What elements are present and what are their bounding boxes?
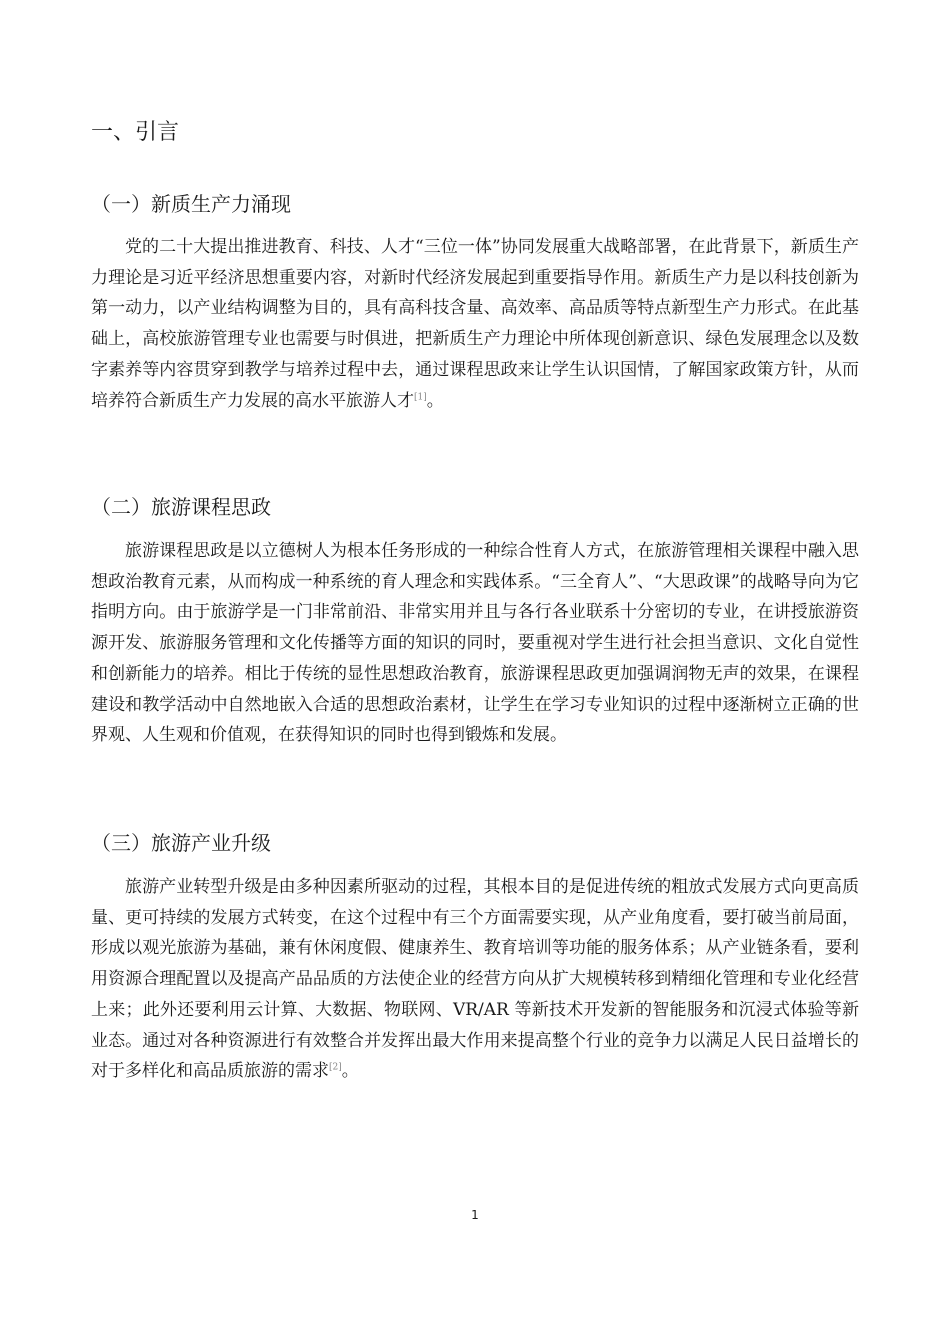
section-3-paragraph	[91, 872, 859, 1087]
page-number: 1	[471, 1208, 479, 1222]
paragraph-ending: 。	[426, 390, 444, 411]
paragraph-text: 旅游课程思政是以立德树人为根本任务形成的一种综合性育人方式，在旅游管理相关课程中融入思想政治教育元素，从而构成一种系统的育人理念和实践体系。“三全育人”、“大思政课”的战略导向为它指明方向。由于旅游学是一门非常前沿、非常实用并且与各行各业联系十分密切的专业，在讲授旅游资源开发、旅游服务管理和文化传播等方面的知识的同时，要重视对学生进行社会担当意识、文化自觉性和创新能力的培养。相比于传统的显性思想政治教育，旅游课程思政更加强调润物无声的效果，在课程建设和教学活动中自然地嵌入合适的思想政治素材，让学生在学习专业知识的过程中逐渐树立正确的世界观、人生观和价值观，在获得知识的同时也得到锻炼和发展。	[91, 541, 859, 746]
section-1-paragraph	[91, 232, 859, 416]
citation-ref[interactable]: [2]	[329, 1062, 342, 1073]
paragraph-ending: 。	[341, 1061, 359, 1082]
paragraph-text: 党的二十大提出推进教育、科技、人才“三位一体”协同发展重大战略部署，在此背景下，新质生产力理论是习近平经济思想重要内容，对新时代经济发展起到重要指导作用。新质生产力是以科技创新为第一动力，以产业结构调整为目的，具有高科技含量、高效率、高品质等特点新型生产力形式。在此基础上，高校旅游管理专业也需要与时俱进，把新质生产力理论中所体现创新意识、绿色发展理念以及数字素养等内容贯穿到教学与培养过程中去，通过课程思政来让学生认识国情，了解国家政策方针，从而培养符合新质生产力发展的高水平旅游人才	[91, 237, 859, 411]
chapter-heading: 一、引言	[91, 120, 180, 145]
section-2-paragraph	[91, 536, 859, 751]
paragraph-text: 旅游产业转型升级是由多种因素所驱动的过程，其根本目的是促进传统的粗放式发展方式向更高质量、更可持续的发展方式转变，在这个过程中有三个方面需要实现，从产业角度看，要打破当前局面，形成以观光旅游为基础，兼有休闲度假、健康养生、教育培训等功能的服务体系；从产业链条看，要利用资源合理配置以及提高产品品质的方法使企业的经营方向从扩大规模转移到精细化管理和专业化经营上来；此外还要利用云计算、大数据、物联网、VR/AR 等新技术开发新的智能服务和沉浸式体验等新业态。通过对各种资源进行有效整合并发挥出最大作用来提高整个行业的竞争力以满足人民日益增长的对于多样化和高品质旅游的需求	[91, 877, 859, 1082]
section-heading-3: （三）旅游产业升级	[91, 831, 271, 855]
section-heading-1: （一）新质生产力涌现	[91, 192, 291, 216]
section-heading-2: （二）旅游课程思政	[91, 495, 271, 519]
citation-ref[interactable]: [1]	[414, 391, 427, 402]
